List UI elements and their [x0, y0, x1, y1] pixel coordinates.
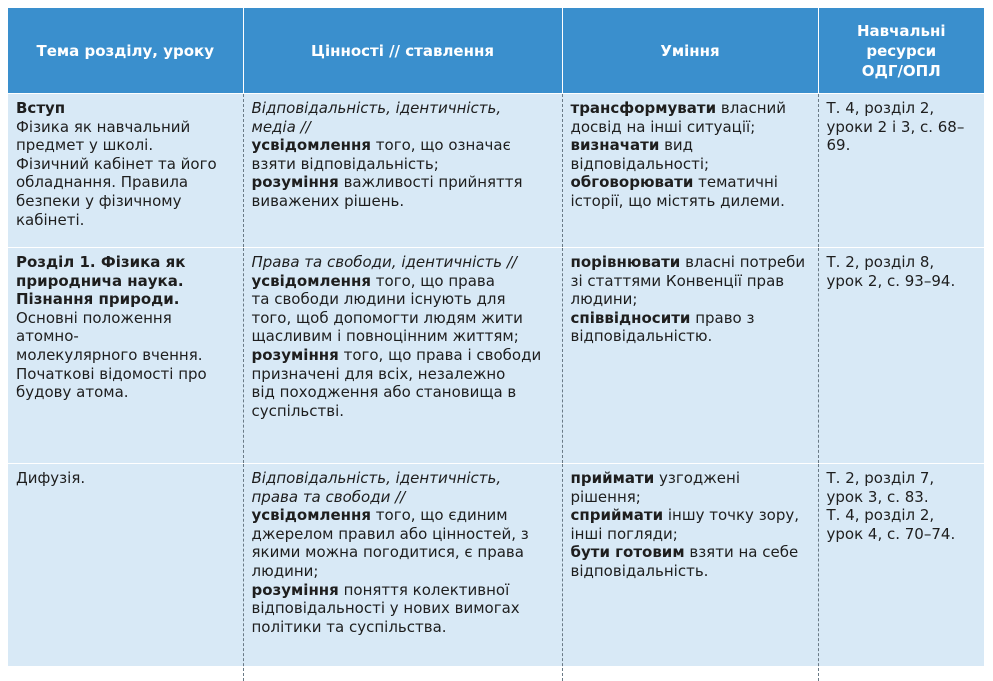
skills-verb: сприймати — [571, 506, 664, 524]
resource-ref: Т. 4, розділ 2, — [827, 506, 979, 525]
topic-text: кабінеті. — [16, 211, 237, 230]
values-category: права та свободи // — [252, 488, 556, 507]
resources-cell — [818, 94, 984, 248]
skills-text: досвід на інші ситуації; — [571, 118, 812, 137]
resource-ref: урок 3, с. 83. — [827, 488, 979, 507]
topic-cell — [8, 94, 243, 248]
resource-ref: уроки 2 і 3, с. 68–69. — [827, 118, 979, 155]
values-text: якими можна погодитися, є права — [252, 543, 556, 562]
values-text: людини; — [252, 562, 556, 581]
values-term: розуміння — [252, 346, 339, 364]
skills-verb: трансформувати — [571, 99, 717, 117]
resource-ref: Т. 2, розділ 7, — [827, 469, 979, 488]
topic-title: Пізнання природи. — [16, 290, 237, 309]
header-skills: Уміння — [562, 8, 818, 94]
values-text: політики та суспільства. — [252, 618, 556, 637]
topic-text: безпеки у фізичному — [16, 192, 237, 211]
values-term: усвідомлення — [252, 272, 372, 290]
topic-text: Початкові відомості про — [16, 365, 237, 384]
skills-cell — [562, 464, 818, 681]
values-text: та свободи людини існують для — [252, 290, 556, 309]
values-text: від походження або становища в — [252, 383, 556, 402]
skills-verb: визначати — [571, 136, 660, 154]
table-row — [8, 464, 984, 681]
topic-title: Вступ — [16, 99, 237, 118]
skills-verb: бути готовим — [571, 543, 685, 561]
values-term: усвідомлення — [252, 506, 372, 524]
skills-text: зі статтями Конвенції прав — [571, 272, 812, 291]
skills-verb: приймати — [571, 469, 655, 487]
values-text: відповідальності у нових вимогах — [252, 599, 556, 618]
topic-text: обладнання. Правила — [16, 173, 237, 192]
header-resources-line: ресурси — [825, 41, 979, 61]
skills-text: людини; — [571, 290, 812, 309]
resources-cell — [818, 248, 984, 464]
skills-verb: порівнювати — [571, 253, 681, 271]
topic-cell — [8, 248, 243, 464]
resource-ref: Т. 4, розділ 2, — [827, 99, 979, 118]
skills-text: іншу точку зору, — [663, 506, 799, 524]
skills-cell — [562, 94, 818, 248]
header-resources-line: Навчальні — [825, 21, 979, 41]
values-text: того, щоб допомогти людям жити — [252, 309, 556, 328]
skills-text: власні потреби — [680, 253, 805, 271]
values-text: призначені для всіх, незалежно — [252, 365, 556, 384]
values-text: щасливим і повноцінним життям; — [252, 327, 556, 346]
values-text: суспільстві. — [252, 402, 556, 421]
skills-verb: співвідносити — [571, 309, 691, 327]
values-cell — [243, 248, 562, 464]
topic-text: молекулярного вчення. — [16, 346, 237, 365]
topic-title: природнича наука. — [16, 272, 237, 291]
values-text: виважених рішень. — [252, 192, 556, 211]
skills-text: узгоджені рішення; — [571, 469, 741, 506]
values-text: того, що єдиним — [371, 506, 508, 524]
values-text: того, що права — [371, 272, 495, 290]
values-text: взяти відповідальність; — [252, 155, 556, 174]
skills-text: історії, що містять дилеми. — [571, 192, 812, 211]
skills-text: власний — [716, 99, 786, 117]
values-category: медіа // — [252, 118, 556, 137]
table-row — [8, 94, 984, 248]
skills-text: відповідальністю. — [571, 327, 812, 346]
skills-text: відповідальності; — [571, 155, 812, 174]
values-category: Відповідальність, ідентичність, — [252, 99, 556, 118]
topic-text: будову атома. — [16, 383, 237, 402]
topic-text: предмет у школі. — [16, 136, 237, 155]
skills-text: право з — [690, 309, 754, 327]
values-text: того, що означає — [371, 136, 511, 154]
values-term: розуміння — [252, 581, 339, 599]
values-category: Відповідальність, ідентичність, — [252, 469, 556, 488]
resource-ref: Т. 2, розділ 8, — [827, 253, 979, 272]
resource-ref: урок 2, с. 93–94. — [827, 272, 979, 291]
skills-verb: обговорювати — [571, 173, 694, 191]
topic-text: Дифузія. — [16, 469, 237, 488]
skills-text: взяти на себе — [685, 543, 799, 561]
header-row — [8, 8, 984, 94]
topic-text: Фізичний кабінет та його — [16, 155, 237, 174]
values-text: поняття колективної — [339, 581, 509, 599]
values-cell — [243, 464, 562, 681]
values-text: того, що права і свободи — [339, 346, 541, 364]
skills-text: тематичні — [693, 173, 778, 191]
values-term: розуміння — [252, 173, 339, 191]
values-category: Права та свободи, ідентичність // — [252, 253, 556, 272]
skills-text: інші погляди; — [571, 525, 812, 544]
header-resources-line: ОДГ/ОПЛ — [825, 61, 979, 81]
table-row — [8, 248, 984, 464]
curriculum-table-wrapper — [8, 8, 984, 666]
header-values: Цінності // ставлення — [243, 8, 562, 94]
skills-cell — [562, 248, 818, 464]
topic-title: Розділ 1. Фізика як — [16, 253, 237, 272]
values-cell — [243, 94, 562, 248]
resource-ref: урок 4, с. 70–74. — [827, 525, 979, 544]
values-term: усвідомлення — [252, 136, 372, 154]
values-text: важливості прийняття — [339, 173, 523, 191]
values-text: джерелом правил або цінностей, з — [252, 525, 556, 544]
topic-cell — [8, 464, 243, 681]
curriculum-table — [8, 8, 984, 681]
resources-cell — [818, 464, 984, 681]
skills-text: відповідальність. — [571, 562, 812, 581]
header-resources — [818, 8, 984, 94]
skills-text: вид — [659, 136, 693, 154]
header-topic: Тема розділу, уроку — [8, 8, 243, 94]
topic-text: Основні положення атомно- — [16, 309, 237, 346]
topic-text: Фізика як навчальний — [16, 118, 237, 137]
